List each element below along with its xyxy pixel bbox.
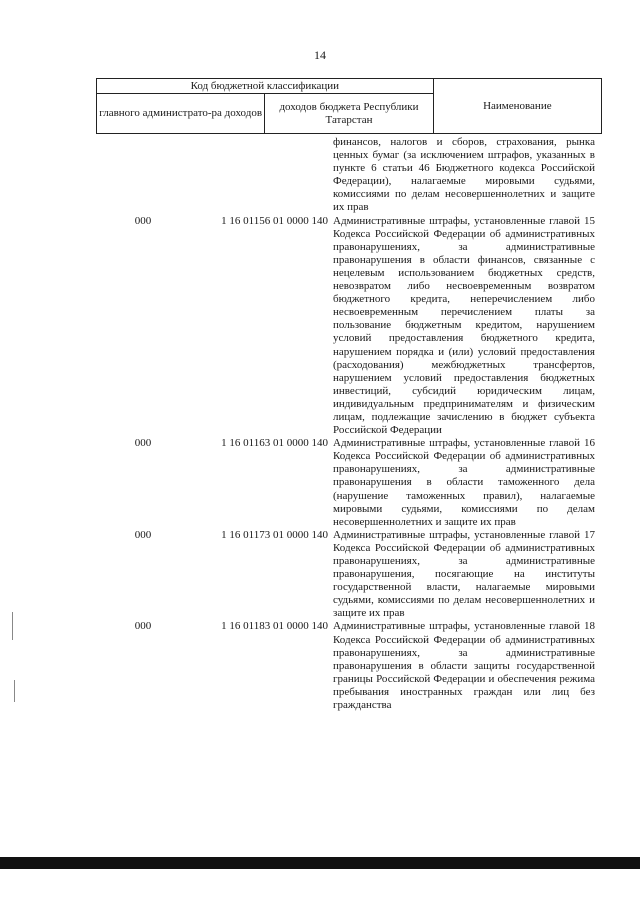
page-number: 14: [314, 48, 326, 62]
header-name-column: Наименование: [433, 79, 601, 134]
budget-code: 1 16 01156 01 0000 140: [221, 214, 328, 227]
table-row: [96, 620, 602, 712]
row-name: финансов, налогов и сборов, страхования, рынка ценных бумаг (за исключением штрафов, указанных в пункте 6 статьи 46 Бюджетного кодекса Российской Федерации), налагаемые мировыми судьями, комиссиями по делам несовершеннолетних и защите их прав: [333, 136, 595, 214]
admin-code: 000: [134, 528, 152, 541]
budget-code: 1 16 01173 01 0000 140: [221, 528, 328, 541]
table-row: [96, 529, 602, 621]
header-group-label: Код бюджетной классификации: [97, 79, 434, 94]
table-row: [96, 136, 602, 215]
budget-classification-header: [96, 78, 602, 134]
budget-code: 1 16 01183 01 0000 140: [221, 620, 328, 633]
budget-code: 1 16 01163 01 0000 140: [221, 437, 328, 450]
header-budget-column: доходов бюджета Республики Татарстан: [265, 94, 433, 134]
table-body: [96, 136, 602, 712]
row-name: Административные штрафы, установленные главой 18 Кодекса Российской Федерации об административных правонарушениях, за административные правонарушения в области защиты государственной границы Российской Федерации и обеспечения режима пребывания иностранных граждан или лиц без гражданства: [333, 620, 595, 712]
admin-code: 000: [134, 214, 152, 227]
row-name: Административные штрафы, установленные главой 17 Кодекса Российской Федерации об административных правонарушениях, за административные правонарушения, посягающие на институты государственной власти, налагаемые мировыми судьями, комиссиями по делам несовершеннолетних и защите их прав: [333, 528, 595, 620]
table-row: [96, 437, 602, 529]
scan-bottom-edge: [0, 857, 640, 869]
table-row: [96, 215, 602, 438]
row-name: Административные штрафы, установленные главой 15 Кодекса Российской Федерации об административных правонарушениях, за административные правонарушения в области финансов, связанные с нецелевым использованием бюджетных средств, невозвратом либо несвоевременным возвратом бюджетного кредита, неперечислением либо несвоевременным перечислением платы за пользование бюджетным кредитом, нарушением условий предоставления бюджетного кредита, нарушением порядка и (или) условий предоставления (расходования) межбюджетных трансфертов, нарушением условий предоставления бюджетных инвестиций, субсидий юридическим лицам, индивидуальным предпринимателям и физическим лицам, подлежащие зачислению в бюджет субъекта Российской Федерации: [333, 214, 595, 437]
admin-code: 000: [134, 620, 152, 633]
scan-margin-mark: [14, 680, 15, 702]
row-name: Административные штрафы, установленные главой 16 Кодекса Российской Федерации об административных правонарушениях, за административные правонарушения в области таможенного дела (нарушение таможенных правил), налагаемые мировыми судьями, комиссиями по делам несовершеннолетних и защите их прав: [333, 437, 595, 528]
scan-margin-mark: [12, 612, 13, 640]
header-admin-column: главного администрато-ра доходов: [97, 94, 265, 134]
admin-code: 000: [134, 437, 152, 450]
